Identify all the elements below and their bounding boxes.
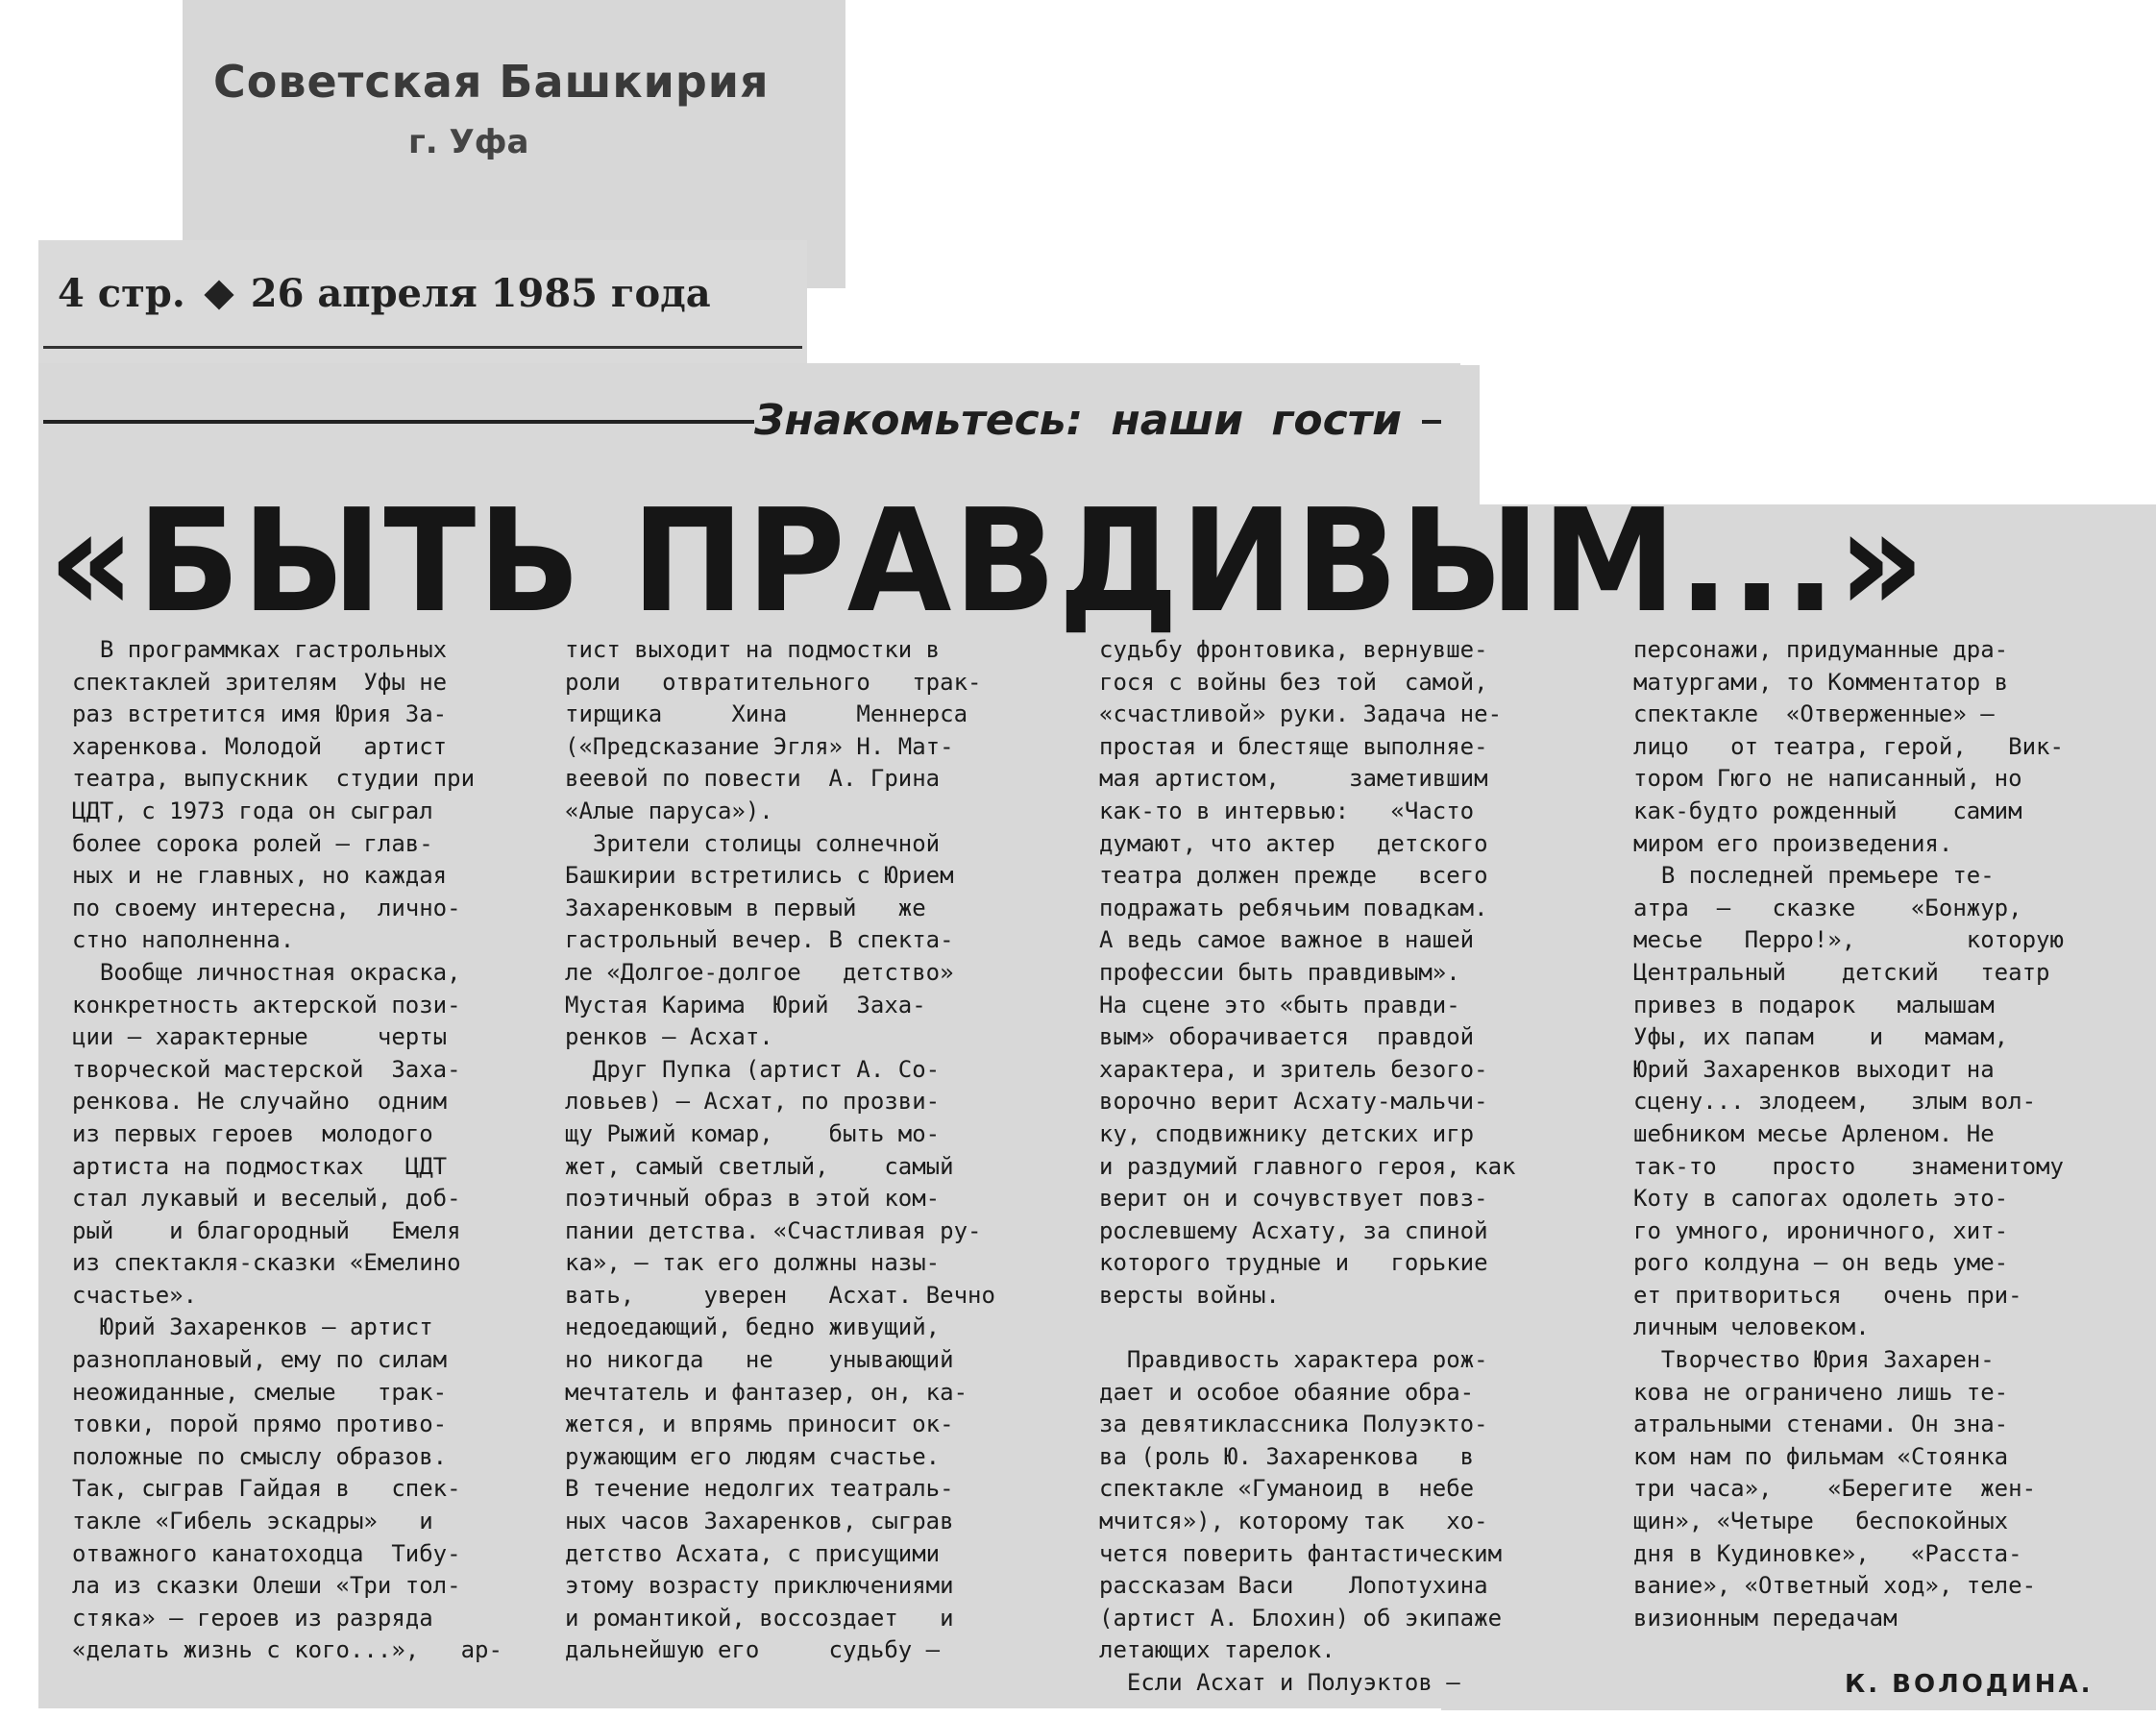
article-column-1 [72, 634, 502, 1667]
article-line: спектаклей зрителям Уфы не [72, 668, 448, 696]
newspaper-city: г. Уфа [408, 123, 529, 161]
article-line: рассказам Васи Лопотухина [1099, 1572, 1488, 1600]
article-line: атральными стенами. Он зна- [1633, 1411, 2009, 1438]
article-line: жется, и впрямь приносит ок- [565, 1411, 954, 1438]
article-column-4 [1633, 634, 2064, 1634]
article-line: ных и не главных, но каждая [72, 862, 448, 890]
article-line: профессии быть правдивым». [1099, 958, 1460, 986]
article-line: Центральный детский театр [1633, 958, 2050, 986]
article-line: из спектакля-сказки «Емелино [72, 1249, 461, 1277]
article-line: В программках гастрольных [72, 636, 448, 663]
article-line: детство Асхата, с присущими [565, 1539, 941, 1567]
article-line: атра — сказке «Бонжур, [1633, 894, 2022, 921]
article-line: стал лукавый и веселый, доб- [72, 1185, 461, 1213]
article-line: как-будто рожденный самим [1633, 797, 2022, 824]
article-line: (артист А. Блохин) об экипаже [1099, 1604, 1503, 1632]
article-line: версты войны. [1099, 1281, 1280, 1309]
article-line: летающих тарелок. [1099, 1636, 1335, 1664]
article-line: щу Рыжий комар, быть мо- [565, 1119, 941, 1147]
article-line: Если Асхат и Полуэктов — [1099, 1669, 1460, 1696]
date-rule [43, 346, 802, 349]
article-line: мчится»), которому так хо- [1099, 1508, 1488, 1535]
article-line: стно наполненна. [72, 926, 295, 954]
dateline [58, 271, 711, 316]
article-line: Башкирии встретились с Юрием [565, 862, 954, 890]
rubric-rule-left [43, 420, 754, 424]
article-line: ловьев) — Асхат, по прозви- [565, 1088, 941, 1116]
page-number: 4 стр. [58, 271, 185, 316]
article-line: положные по смыслу образов. [72, 1442, 448, 1470]
article-line: за девятиклассника Полуэкто- [1099, 1411, 1488, 1438]
article-line: жет, самый светлый, самый [565, 1152, 954, 1180]
article-line: товки, порой прямо противо- [72, 1411, 448, 1438]
article-line: чется поверить фантастическим [1099, 1539, 1503, 1567]
article-line: так-то просто знаменитому [1633, 1152, 2064, 1180]
article-column-2 [565, 634, 995, 1667]
article-line: раз встретится имя Юрия За- [72, 700, 448, 728]
article-line: гося с войны без той самой, [1099, 668, 1488, 696]
article-line: вым» оборачивается правдой [1099, 1023, 1475, 1051]
article-line: Уфы, их папам и мамам, [1633, 1023, 2009, 1051]
article-line: ком нам по фильмам «Стоянка [1633, 1442, 2009, 1470]
issue-date: 26 апреля 1985 года [250, 271, 711, 316]
article-line: этому возрасту приключениями [565, 1572, 954, 1600]
article-line: думают, что актер детского [1099, 829, 1488, 857]
article-line: конкретность актерской пози- [72, 991, 461, 1019]
article-line: го умного, ироничного, хит- [1633, 1216, 2009, 1244]
article-line: ку, сподвижнику детских игр [1099, 1119, 1475, 1147]
article-headline: «БЫТЬ ПРАВДИВЫМ...» [48, 479, 1927, 644]
author-signature: К. ВОЛОДИНА. [1845, 1670, 2094, 1699]
article-line: мая артистом, заметившим [1099, 765, 1488, 793]
article-line: Юрий Захаренков выходит на [1633, 1055, 1995, 1083]
article-line: ции — характерные черты [72, 1023, 448, 1051]
article-line: личным человеком. [1633, 1313, 1870, 1341]
article-line: разноплановый, ему по силам [72, 1346, 448, 1374]
rubric-rule-right [1422, 420, 1441, 424]
article-line: и романтикой, воссоздает и [565, 1604, 954, 1632]
article-line: рый и благородный Емеля [72, 1216, 461, 1244]
article-line: На сцене это «быть правди- [1099, 991, 1460, 1019]
article-line: Творчество Юрия Захарен- [1633, 1346, 1995, 1374]
article-line: персонажи, придуманные дра- [1633, 636, 2009, 663]
article-line: А ведь самое важное в нашей [1099, 926, 1475, 954]
article-line: миром его произведения. [1633, 829, 1953, 857]
article-line: счастье». [72, 1281, 198, 1309]
article-line: тирщика Хина Меннерса [565, 700, 968, 728]
article-line: которого трудные и горькие [1099, 1249, 1488, 1277]
article-line: кова не ограничено лишь те- [1633, 1378, 2009, 1406]
article-line: визионным передачам [1633, 1604, 1898, 1632]
article-line: Вообще личностная окраска, [72, 958, 461, 986]
article-line: Правдивость характера рож- [1099, 1346, 1488, 1374]
article-line: ных часов Захаренков, сыграв [565, 1508, 954, 1535]
article-line: и раздумий главного героя, как [1099, 1152, 1516, 1180]
article-line: творческой мастерской Заха- [72, 1055, 461, 1083]
article-line: более сорока ролей — глав- [72, 829, 433, 857]
article-line: характера, и зритель безого- [1099, 1055, 1488, 1083]
article-line: ренков — Асхат. [565, 1023, 773, 1051]
article-line: ка», — так его должны назы- [565, 1249, 941, 1277]
article-line: ле «Долгое-долгое детство» [565, 958, 954, 986]
article-line [1099, 1312, 1515, 1344]
article-line: В течение недолгих театраль- [565, 1475, 954, 1503]
article-line: поэтичный образ в этой ком- [565, 1185, 941, 1213]
rubric-title: Знакомьтесь: наши гости [754, 396, 1402, 445]
article-line: театра, выпускник студии при [72, 765, 476, 793]
article-line: ружающим его людям счастье. [565, 1442, 941, 1470]
article-line: вать, уверен Асхат. Вечно [565, 1281, 995, 1309]
article-line: роли отвратительного трак- [565, 668, 982, 696]
article-column-3 [1099, 634, 1515, 1700]
article-line: Коту в сапогах одолеть это- [1633, 1185, 2009, 1213]
article-line: шебником месье Арленом. Не [1633, 1119, 1995, 1147]
article-line: «счастливой» руки. Задача не- [1099, 700, 1503, 728]
article-line: рого колдуна — он ведь уме- [1633, 1249, 2009, 1277]
diamond-separator-icon [204, 280, 233, 309]
article-line: Так, сыграв Гайдая в спек- [72, 1475, 461, 1503]
article-line: по своему интересна, лично- [72, 894, 461, 921]
article-line: вание», «Ответный ход», теле- [1633, 1572, 2037, 1600]
article-line: верит он и сочувствует повз- [1099, 1185, 1488, 1213]
newspaper-stamp: Советская Башкирия [213, 56, 770, 108]
article-line: рослевшему Асхату, за спиной [1099, 1216, 1488, 1244]
article-line: харенкова. Молодой артист [72, 732, 448, 760]
article-line: дальнейшую его судьбу — [565, 1636, 941, 1664]
article-line: Мустая Карима Юрий Заха- [565, 991, 926, 1019]
article-line: пании детства. «Счастливая ру- [565, 1216, 982, 1244]
article-line: («Предсказание Эгля» Н. Мат- [565, 732, 954, 760]
article-line: как-то в интервью: «Часто [1099, 797, 1475, 824]
article-line: Захаренковым в первый же [565, 894, 926, 921]
article-line: лицо от театра, герой, Вик- [1633, 732, 2064, 760]
article-line: В последней премьере те- [1633, 862, 1995, 890]
article-line: такле «Гибель эскадры» и [72, 1508, 433, 1535]
article-line: месье Перро!», которую [1633, 926, 2064, 954]
article-line: недоедающий, бедно живущий, [565, 1313, 941, 1341]
article-line: мечтатель и фантазер, он, ка- [565, 1378, 968, 1406]
article-line: тист выходит на подмостки в [565, 636, 941, 663]
article-line: театра должен прежде всего [1099, 862, 1488, 890]
article-line: Юрий Захаренков — артист [72, 1313, 433, 1341]
article-line: дня в Кудиновке», «Расста- [1633, 1539, 2022, 1567]
article-line: ла из сказки Олеши «Три тол- [72, 1572, 461, 1600]
article-line: ворочно верит Асхату-мальчи- [1099, 1088, 1488, 1116]
article-line: веевой по повести А. Грина [565, 765, 941, 793]
article-line: дает и особое обаяние обра- [1099, 1378, 1475, 1406]
article-line: привез в подарок малышам [1633, 991, 1995, 1019]
article-line: ва (роль Ю. Захаренкова в [1099, 1442, 1475, 1470]
article-line: из первых героев молодого [72, 1119, 433, 1147]
article-line: сцену... злодеем, злым вол- [1633, 1088, 2037, 1116]
article-line: отважного канатоходца Тибу- [72, 1539, 461, 1567]
article-line: но никогда не унывающий [565, 1346, 954, 1374]
article-line: артиста на подмостках ЦДТ [72, 1152, 448, 1180]
article-line: матургами, то Комментатор в [1633, 668, 2009, 696]
article-line: ет притвориться очень при- [1633, 1281, 2022, 1309]
article-line: гастрольный вечер. В спекта- [565, 926, 954, 954]
article-line: тором Гюго не написанный, но [1633, 765, 2022, 793]
article-line: «делать жизнь с кого...», ар- [72, 1636, 502, 1664]
article-line: простая и блестяще выполняе- [1099, 732, 1488, 760]
article-line: «Алые паруса»). [565, 797, 773, 824]
article-line: щин», «Четыре беспокойных [1633, 1508, 2009, 1535]
article-line: спектакле «Гуманоид в небе [1099, 1475, 1475, 1503]
article-line: Друг Пупка (артист А. Со- [565, 1055, 941, 1083]
article-line: ЦДТ, с 1973 года он сыграл [72, 797, 433, 824]
article-line: судьбу фронтовика, вернувше- [1099, 636, 1488, 663]
article-line: стяка» — героев из разряда [72, 1604, 433, 1632]
article-line: неожиданные, смелые трак- [72, 1378, 448, 1406]
article-line: ренкова. Не случайно одним [72, 1088, 448, 1116]
article-line: Зрители столицы солнечной [565, 829, 941, 857]
article-line: три часа», «Берегите жен- [1633, 1475, 2037, 1503]
article-line: спектакле «Отверженные» — [1633, 700, 1995, 728]
article-line: подражать ребячьим повадкам. [1099, 894, 1488, 921]
